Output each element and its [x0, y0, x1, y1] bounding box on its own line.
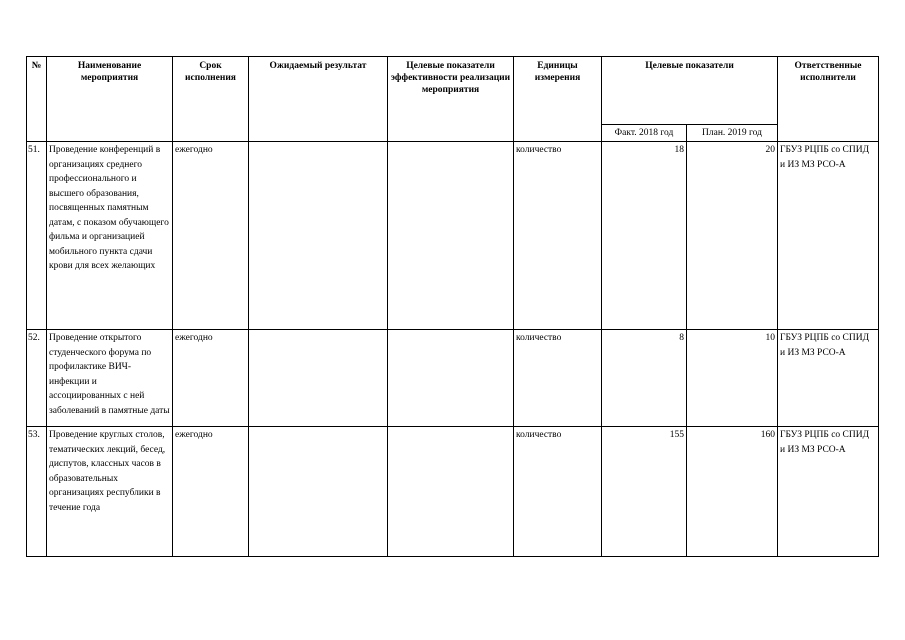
row-name: Проведение конференций в организациях среднего профессионального и высшего образования, посвященных памятным датам, с показом обучающего фильма и организацией мобильного пункта сдачи крови для всех желающих: [47, 142, 173, 330]
row-fact: 8: [602, 330, 687, 427]
header-targets: Целевые показатели: [602, 57, 778, 125]
header-responsible: Ответственные исполнители: [778, 57, 879, 142]
row-plan: 10: [687, 330, 778, 427]
row-plan: 20: [687, 142, 778, 330]
header-units: Единицы измерения: [514, 57, 602, 142]
row-term: ежегодно: [173, 142, 249, 330]
row-term: ежегодно: [173, 330, 249, 427]
row-responsible: ГБУЗ РЦПБ со СПИД и ИЗ МЗ РСО-А: [778, 330, 879, 427]
header-fact: Факт. 2018 год: [602, 125, 687, 142]
row-expected: [249, 427, 388, 557]
row-indicators: [388, 427, 514, 557]
row-name: Проведение открытого студенческого форума по профилактике ВИЧ-инфекции и ассоциированных с ней заболеваний в памятные даты: [47, 330, 173, 427]
header-plan: План. 2019 год: [687, 125, 778, 142]
row-expected: [249, 330, 388, 427]
row-units: количество: [514, 427, 602, 557]
row-term: ежегодно: [173, 427, 249, 557]
header-name: Наименование мероприятия: [47, 57, 173, 142]
header-num: №: [27, 57, 47, 142]
header-indicators: Целевые показатели эффективности реализации мероприятия: [388, 57, 514, 142]
row-indicators: [388, 330, 514, 427]
plan-table: [26, 56, 879, 557]
row-fact: 155: [602, 427, 687, 557]
header-term: Срок исполнения: [173, 57, 249, 142]
row-plan: 160: [687, 427, 778, 557]
table-row: [27, 330, 879, 427]
row-units: количество: [514, 142, 602, 330]
header-expected: Ожидаемый результат: [249, 57, 388, 142]
table-row: [27, 142, 879, 330]
row-responsible: ГБУЗ РЦПБ со СПИД и ИЗ МЗ РСО-А: [778, 427, 879, 557]
row-units: количество: [514, 330, 602, 427]
row-number: 52.: [27, 330, 47, 427]
row-number: 51.: [27, 142, 47, 330]
row-fact: 18: [602, 142, 687, 330]
row-indicators: [388, 142, 514, 330]
row-responsible: ГБУЗ РЦПБ со СПИД и ИЗ МЗ РСО-А: [778, 142, 879, 330]
table-row: [27, 427, 879, 557]
row-expected: [249, 142, 388, 330]
row-number: 53.: [27, 427, 47, 557]
row-name: Проведение круглых столов, тематических лекций, бесед, диспутов, классных часов в образовательных организациях республики в течение года: [47, 427, 173, 557]
